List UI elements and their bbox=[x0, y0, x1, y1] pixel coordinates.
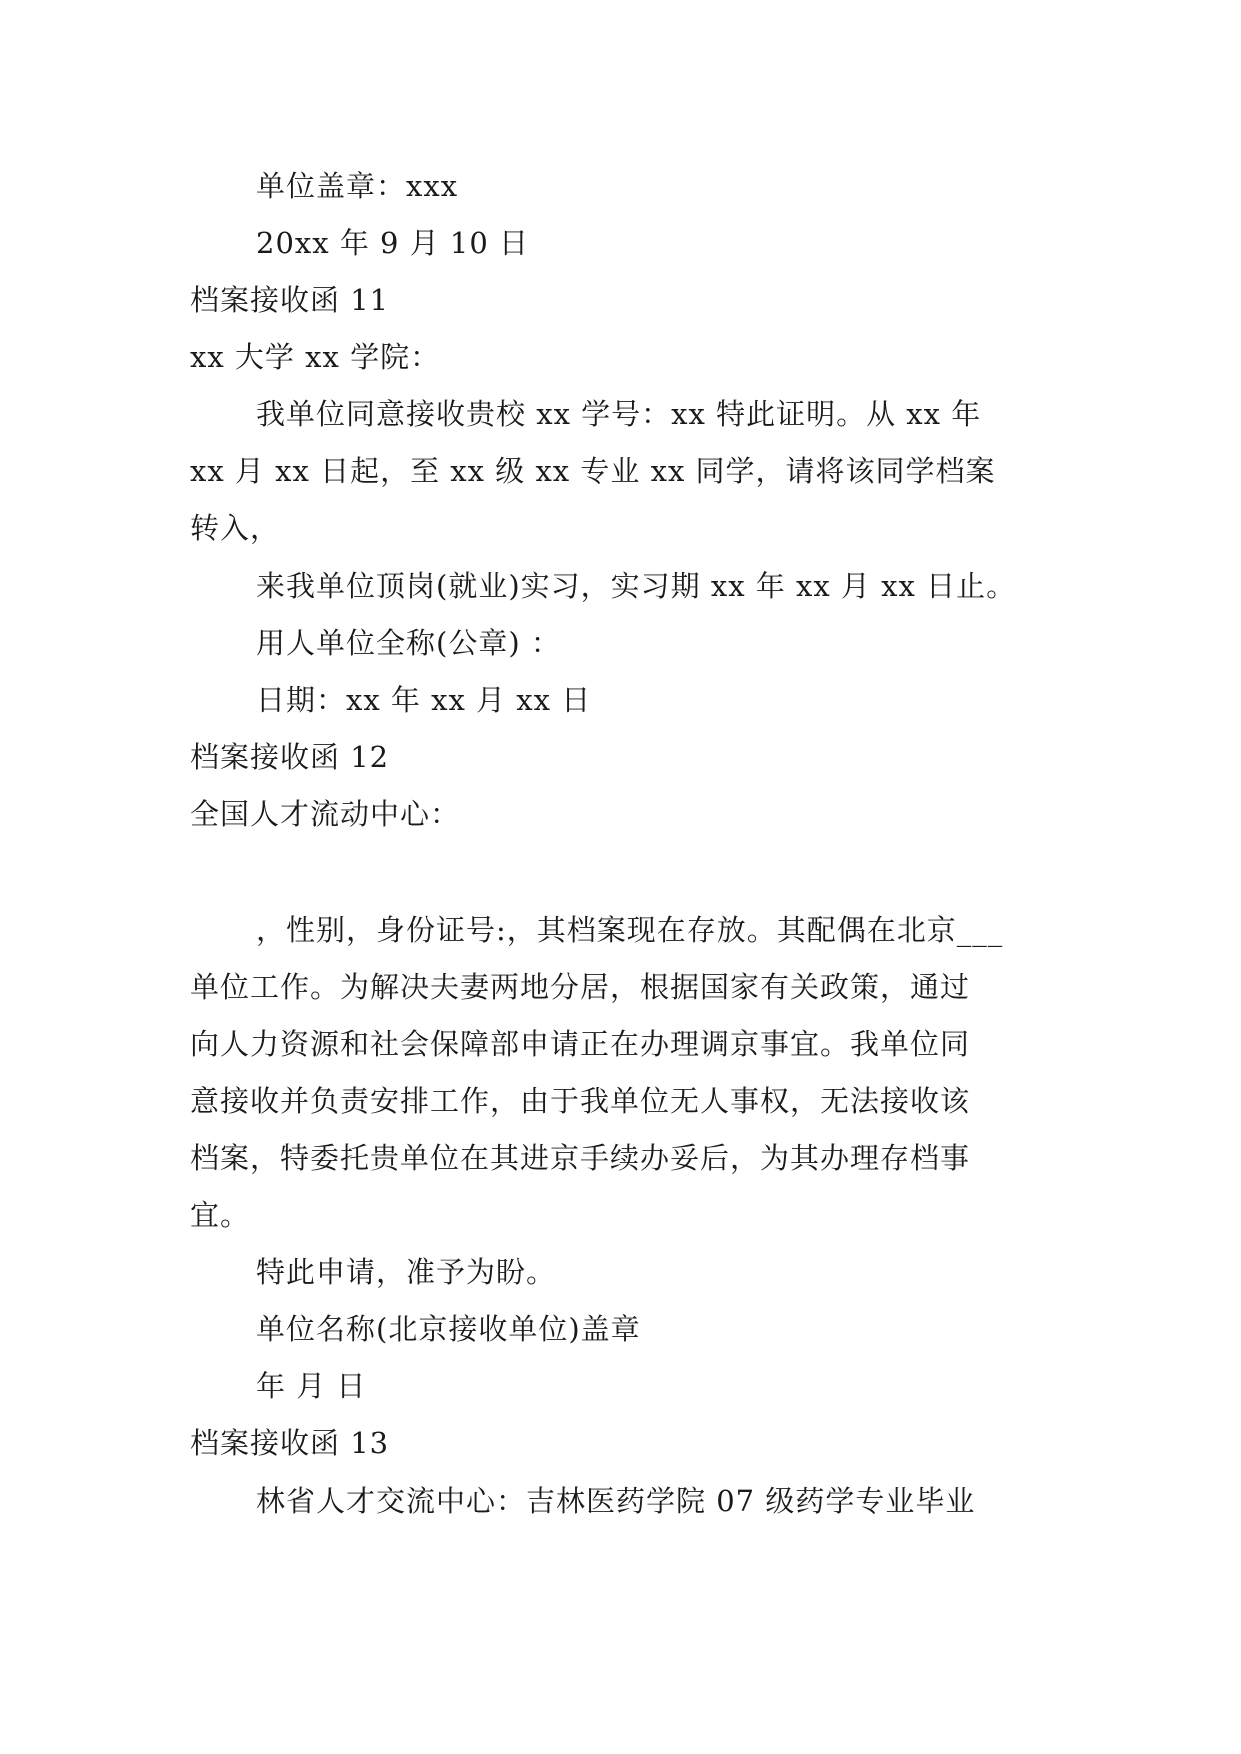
unit-seal-line: 单位盖章：xxx bbox=[256, 169, 459, 203]
letter-12-heading: 档案接收函 12 bbox=[190, 740, 390, 774]
letter-12-unit-seal: 单位名称(北京接收单位)盖章 bbox=[256, 1312, 641, 1346]
letter-11-employer-name: 用人单位全称(公章) ： bbox=[256, 626, 561, 660]
letter-12-body-line-3: 向人力资源和社会保障部申请正在办理调京事宜。我单位同 bbox=[190, 1027, 971, 1061]
letter-12-body-line-2: 单位工作。为解决夫妻两地分居，根据国家有关政策，通过 bbox=[190, 970, 971, 1004]
letter-11-body-line-1: 我单位同意接收贵校 xx 学号：xx 特此证明。从 xx 年 bbox=[256, 397, 982, 431]
letter-11-body-line-3: 转入， bbox=[190, 511, 281, 545]
letter-13-heading: 档案接收函 13 bbox=[190, 1426, 390, 1460]
letter-11-date: 日期：xx 年 xx 月 xx 日 bbox=[256, 683, 592, 717]
letter-12-body-line-6: 宜。 bbox=[190, 1198, 251, 1232]
letter-12-addressee: 全国人才流动中心： bbox=[190, 797, 461, 831]
letter-12-body-line-5: 档案，特委托贵单位在其进京手续办妥后，为其办理存档事 bbox=[190, 1141, 971, 1175]
letter-13-body-line-1: 林省人才交流中心：吉林医药学院 07 级药学专业毕业 bbox=[256, 1484, 976, 1518]
letter-11-body-line-2: xx 月 xx 日起，至 xx 级 xx 专业 xx 同学，请将该同学档案 bbox=[190, 454, 996, 488]
letter-11-body-line-4: 来我单位顶岗(就业)实习，实习期 xx 年 xx 月 xx 日止。 bbox=[256, 569, 1017, 603]
date-line: 20xx 年 9 月 10 日 bbox=[256, 226, 530, 260]
letter-12-body-line-1: ，性别，身份证号:，其档案现在存放。其配偶在北京___ bbox=[256, 913, 1004, 947]
letter-11-addressee: xx 大学 xx 学院： bbox=[190, 340, 441, 374]
letter-12-date: 年 月 日 bbox=[256, 1369, 367, 1403]
letter-12-closing: 特此申请，准予为盼。 bbox=[256, 1255, 557, 1289]
letter-11-heading: 档案接收函 11 bbox=[190, 283, 390, 317]
letter-12-body-line-4: 意接收并负责安排工作，由于我单位无人事权，无法接收该 bbox=[190, 1084, 971, 1118]
